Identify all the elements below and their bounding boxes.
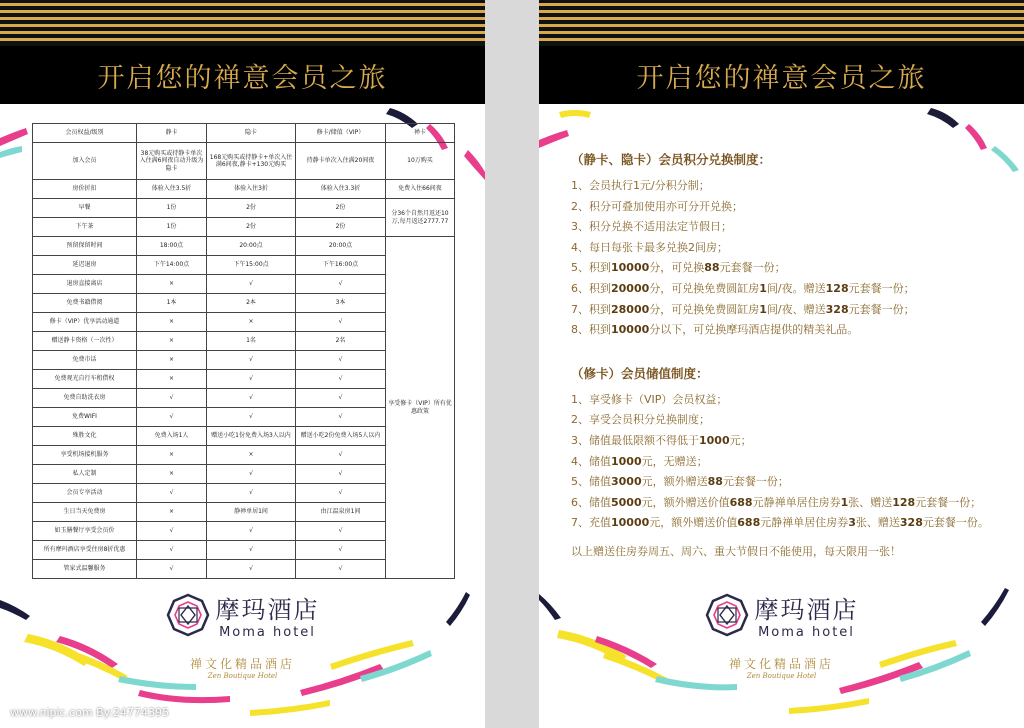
watermark: www.nipic.com By:24774395 <box>10 706 170 719</box>
gold-stripes <box>0 0 485 46</box>
rule-text: 元，额外赠送价值 <box>649 516 738 530</box>
table-cell: 1份 <box>137 199 207 218</box>
table-row <box>33 143 455 180</box>
table-cell: √ <box>207 389 296 408</box>
table-cell: 体验入住3折 <box>207 180 296 199</box>
rule-number: 688 <box>729 495 753 509</box>
table-cell: 修卡（VIP）优享活动通道 <box>33 313 137 332</box>
table-cell: 静禅单居1间 <box>207 503 296 522</box>
section-title-points: （静卡、隐卡）会员积分兑换制度： <box>571 152 772 167</box>
table-cell: 3本 <box>296 294 386 313</box>
lotus-logo-icon <box>166 593 210 637</box>
table-cell: 免费入场1人 <box>137 427 207 446</box>
table-cell: √ <box>207 541 296 560</box>
table-cell: 38元购买或持静卡单次入住满6间夜自动升级为隐卡 <box>137 143 207 180</box>
rule-text: 1、会员执行1元/分积分制； <box>571 179 710 192</box>
rule-number: 128 <box>825 281 849 295</box>
rule-text: 5、积到 <box>571 261 611 275</box>
page-title: 开启您的禅意会员之旅 <box>97 62 388 94</box>
logo-chinese-name: 摩玛酒店 <box>754 596 859 624</box>
table-cell: × <box>207 313 296 332</box>
rule-item <box>571 259 991 280</box>
table-cell: 20:00点 <box>296 237 386 256</box>
table-cell: √ <box>207 408 296 427</box>
table-cell: 会员专享活动 <box>33 484 137 503</box>
table-header: 隐卡 <box>207 124 296 143</box>
table-cell: √ <box>296 275 386 294</box>
rule-text: 3、积分兑换不适用法定节假日； <box>571 220 732 234</box>
table-header-row <box>33 124 455 143</box>
table-cell: 赠送静卡资格（一次性） <box>33 332 137 351</box>
table-cell: √ <box>207 560 296 579</box>
rule-text: 张、赠送 <box>848 495 893 509</box>
rule-number: 1 <box>759 281 767 295</box>
table-cell: 1名 <box>207 332 296 351</box>
gold-stripes <box>539 0 1024 46</box>
table-cell: √ <box>296 408 386 427</box>
rule-text: 6、积到 <box>571 281 611 295</box>
rule-number: 10000 <box>611 261 650 275</box>
rule-text: 分，可兑换免费圆缸房 <box>649 302 760 316</box>
table-cell: 2名 <box>296 332 386 351</box>
table-cell: 殊胜文化 <box>33 427 137 446</box>
table-cell: √ <box>137 560 207 579</box>
table-cell: × <box>137 275 207 294</box>
rule-number: 3 <box>848 516 856 530</box>
rule-text: 7、积到 <box>571 302 611 316</box>
table-cell: 免费自助洗衣房 <box>33 389 137 408</box>
table-cell: 免费市话 <box>33 351 137 370</box>
rule-number: 10000 <box>611 516 650 530</box>
rule-item <box>571 280 991 301</box>
zen-card-merged-cell: 享受修卡（VIP）所有优惠政策 <box>386 237 455 579</box>
table-cell: 1本 <box>137 294 207 313</box>
rule-number: 10000 <box>611 323 650 337</box>
table-cell: 体验入住3.5折 <box>137 180 207 199</box>
page-title-bar <box>0 46 485 104</box>
rule-item <box>571 239 991 260</box>
table-cell: × <box>207 446 296 465</box>
table-cell: × <box>137 313 207 332</box>
table-cell: 生日当天免费房 <box>33 503 137 522</box>
rule-text: 元套餐一份； <box>722 475 789 489</box>
rule-text: 元套餐一份； <box>915 495 982 509</box>
slogan: 禅文化精品酒店 <box>189 657 295 671</box>
table-cell: √ <box>296 351 386 370</box>
rule-number: 328 <box>899 516 923 530</box>
table-cell: × <box>137 446 207 465</box>
table-cell: 延迟退房 <box>33 256 137 275</box>
page-title: 开启您的禅意会员之旅 <box>636 62 927 94</box>
rule-text: 1、享受修卡（VIP）会员权益； <box>571 392 728 406</box>
rule-text: 5、储值 <box>571 475 611 489</box>
rule-item <box>571 514 991 535</box>
table-cell: 下午14:00点 <box>137 256 207 275</box>
table-cell: 持静卡单次入住满20间夜 <box>296 143 386 180</box>
rule-text: 8、积到 <box>571 323 611 337</box>
table-cell: 体验入住3.3折 <box>296 180 386 199</box>
table-cell: 私人定制 <box>33 465 137 484</box>
table-header: 禅卡 <box>386 124 455 143</box>
rule-item <box>571 432 991 453</box>
table-cell: 2本 <box>207 294 296 313</box>
rule-item <box>571 473 991 494</box>
rule-text: 6、储值 <box>571 495 611 509</box>
table-row <box>33 237 455 256</box>
table-cell: 1份 <box>137 218 207 237</box>
rule-number: 1000 <box>699 433 730 447</box>
table-cell: 免费观光自行车租借权 <box>33 370 137 389</box>
rule-item <box>571 391 991 412</box>
table-header: 修卡/储值（VIP） <box>296 124 386 143</box>
table-cell: 下午15:00点 <box>207 256 296 275</box>
table-cell: √ <box>296 446 386 465</box>
rule-number: 688 <box>737 516 761 530</box>
rule-number: 328 <box>825 302 849 316</box>
rule-text: 元套餐一份； <box>719 261 786 275</box>
table-cell: √ <box>296 484 386 503</box>
rule-text: 间/夜、赠送 <box>766 302 826 316</box>
rule-number: 88 <box>707 475 723 489</box>
table-cell: √ <box>296 370 386 389</box>
rule-number: 128 <box>892 495 916 509</box>
table-cell: √ <box>296 313 386 332</box>
table-cell: 由江温泉房1间 <box>296 503 386 522</box>
table-cell: √ <box>137 408 207 427</box>
table-row <box>33 199 455 218</box>
rule-text: 4、每日每张卡最多兑换2间房； <box>571 240 728 254</box>
table-cell: 2份 <box>296 199 386 218</box>
rule-item <box>571 453 991 474</box>
rule-text: 分以下，可兑换摩玛酒店提供的精美礼品。 <box>649 323 859 337</box>
rule-text: 分，可兑换免费圆缸房 <box>649 281 760 295</box>
table-cell: 免费书籍借阅 <box>33 294 137 313</box>
table-cell: √ <box>137 541 207 560</box>
table-cell: √ <box>207 465 296 484</box>
hotel-logo <box>539 590 1024 640</box>
rule-text: 2、享受会员积分兑换制度； <box>571 413 710 427</box>
lotus-logo-icon <box>705 593 749 637</box>
table-cell: 下午16:00点 <box>296 256 386 275</box>
table-cell: √ <box>296 522 386 541</box>
table-cell: √ <box>296 389 386 408</box>
rule-text: 4、储值 <box>571 454 611 468</box>
table-cell: 享受机场接机服务 <box>33 446 137 465</box>
table-cell: 18:00点 <box>137 237 207 256</box>
rule-number: 28000 <box>611 302 650 316</box>
rule-number: 1 <box>759 302 767 316</box>
rule-text: 2、积分可叠加使用亦可分开兑换； <box>571 199 743 213</box>
table-cell: √ <box>207 370 296 389</box>
logo-chinese-name: 摩玛酒店 <box>215 596 320 624</box>
table-cell: √ <box>207 351 296 370</box>
rule-number: 1 <box>840 495 849 509</box>
table-header: 静卡 <box>137 124 207 143</box>
rule-text: 元静禅单居住房券 <box>760 516 849 530</box>
table-cell: √ <box>296 541 386 560</box>
section-title-stored-value: （修卡）会员储值制度： <box>571 365 709 381</box>
table-cell: × <box>137 332 207 351</box>
table-cell: 如玉膳餐厅享受会员价 <box>33 522 137 541</box>
rule-text: 分，可兑换 <box>649 261 705 275</box>
rule-text: 元静禅单居住房券 <box>752 495 841 509</box>
rule-item <box>571 321 991 342</box>
table-cell: 管家式温馨服务 <box>33 560 137 579</box>
rule-text: 张、赠送 <box>855 516 900 530</box>
page-title-bar <box>539 46 1024 104</box>
table-cell: √ <box>207 484 296 503</box>
rule-item <box>571 198 991 219</box>
slogan-english: Zen Boutique Hotel <box>746 672 817 680</box>
right-page <box>539 0 1024 728</box>
table-cell: × <box>137 370 207 389</box>
table-cell: 168元购买或持静卡+单次入住满6间夜,静卡+130元购买 <box>207 143 296 180</box>
table-cell: √ <box>296 560 386 579</box>
table-cell: 赠送小吃1份免费入场3人以内 <box>207 427 296 446</box>
table-cell: 免费WIFI <box>33 408 137 427</box>
rule-text: 7、充值 <box>571 516 611 530</box>
logo-english-name: Moma hotel <box>219 625 316 640</box>
left-page <box>0 0 485 728</box>
member-benefits-table <box>32 123 455 579</box>
rule-text: 元套餐一份。 <box>922 516 989 530</box>
table-cell: 2份 <box>207 218 296 237</box>
table-cell: 所有摩玛酒店享受住房8折优惠 <box>33 541 137 560</box>
table-cell: × <box>137 465 207 484</box>
table-cell: √ <box>207 275 296 294</box>
table-cell: √ <box>137 389 207 408</box>
hotel-logo <box>0 590 485 640</box>
rule-number: 3000 <box>611 475 642 489</box>
rule-number: 20000 <box>611 281 650 295</box>
rule-text: 元，额外赠送价值 <box>641 495 730 509</box>
table-cell: √ <box>137 522 207 541</box>
rule-item <box>571 301 991 322</box>
rule-number: 5000 <box>611 495 642 509</box>
rule-text: 间/夜。赠送 <box>766 281 826 295</box>
zen-card-merged-cell: 分36个自然月返还10万,每月返还2777.77 <box>386 199 455 237</box>
table-cell: 早餐 <box>33 199 137 218</box>
table-header: 会员权益/级别 <box>33 124 137 143</box>
table-cell: 下午茶 <box>33 218 137 237</box>
rule-item <box>571 411 991 432</box>
table-cell: 加入会员 <box>33 143 137 180</box>
rule-number: 88 <box>704 261 720 275</box>
rule-text: 元，无赠送； <box>641 454 708 468</box>
rule-text: 元套餐一份； <box>848 302 915 316</box>
rule-item <box>571 177 991 198</box>
rule-text: 元套餐一份； <box>848 281 915 295</box>
table-cell: 2份 <box>296 218 386 237</box>
slogan-english: Zen Boutique Hotel <box>207 672 278 680</box>
table-cell: × <box>137 351 207 370</box>
table-cell: 10万购买 <box>386 143 455 180</box>
membership-rules <box>571 150 991 559</box>
table-cell: √ <box>137 484 207 503</box>
table-cell: × <box>137 503 207 522</box>
table-cell: 2份 <box>207 199 296 218</box>
table-cell: 20:00点 <box>207 237 296 256</box>
table-cell: 预留保留时间 <box>33 237 137 256</box>
rule-text: 元，额外赠送 <box>641 475 708 489</box>
coupon-note: 以上赠送住房券周五、周六、重大节假日不能使用，每天限用一张！ <box>571 544 901 558</box>
rule-text: 3、储值最低限额不得低于 <box>571 433 699 447</box>
rule-item <box>571 218 991 239</box>
logo-english-name: Moma hotel <box>758 625 855 640</box>
rule-text: 元； <box>729 433 752 447</box>
slogan: 禅文化精品酒店 <box>728 657 834 671</box>
rule-item <box>571 494 991 515</box>
rule-number: 1000 <box>611 454 642 468</box>
table-cell: √ <box>207 522 296 541</box>
table-cell: 房价折扣 <box>33 180 137 199</box>
table-cell: 赠送小吃2份免费入场5人以内 <box>296 427 386 446</box>
table-cell: 免费入住66间夜 <box>386 180 455 199</box>
table-cell: √ <box>296 465 386 484</box>
table-cell: 退房直接离店 <box>33 275 137 294</box>
table-row <box>33 180 455 199</box>
